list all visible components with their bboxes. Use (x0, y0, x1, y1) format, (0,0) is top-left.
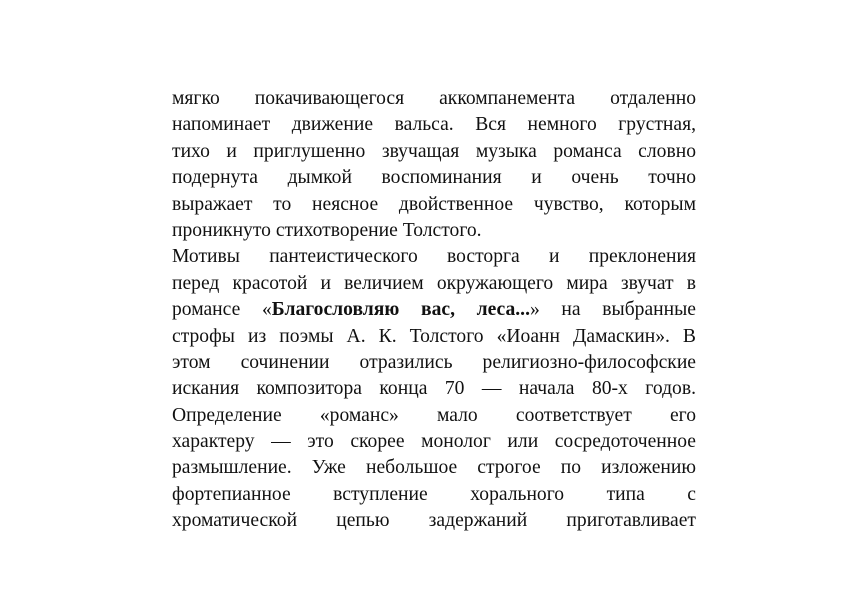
text-line: этом сочинении отразились религиозно-философские (172, 351, 696, 373)
text-line-with-title (172, 297, 696, 323)
text-line: выражает то неясное двойственное чувство, которым (172, 193, 696, 215)
text-line: Определение «романс» мало соответствует его (172, 404, 696, 426)
text-line: напоминает движение вальса. Вся немного грустная, (172, 114, 696, 136)
text-after-title: » на выбранные (529, 299, 696, 321)
text-line: фортепианное вступление хорального типа с (172, 483, 696, 505)
text-line: подернута дымкой воспоминания и очень точно (172, 167, 696, 189)
body-text (172, 86, 696, 535)
text-line: хроматической цепью задержаний приготавливает (172, 510, 696, 532)
text-line: искания композитора конца 70 — начала 80-х годов. (172, 378, 696, 400)
text-before-title: романсе « (172, 299, 272, 321)
romance-title: Благословляю вас, леса... (271, 299, 530, 321)
text-line: перед красотой и величием окружающего мира звучат в (172, 272, 696, 294)
text-line: строфы из поэмы А. К. Толстого «Иоанн Дамаскин». В (172, 325, 696, 347)
text-line: характеру — это скорее монолог или сосредоточенное (172, 431, 696, 453)
text-line: мягко покачивающегося аккомпанемента отдаленно (172, 88, 696, 109)
text-line: Мотивы пантеистического восторга и преклонения (172, 246, 696, 268)
text-line: размышление. Уже небольшое строгое по изложению (172, 457, 696, 479)
text-line: тихо и приглушенно звучащая музыка романса словно (172, 140, 696, 162)
text-line: проникнуто стихотворение Толстого. (172, 219, 482, 241)
